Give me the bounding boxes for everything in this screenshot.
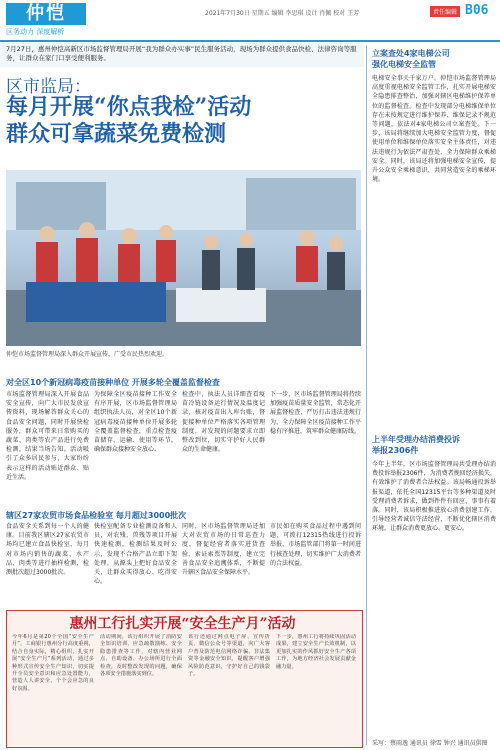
main-headline: 每月开展“你点我检”活动 群众可拿蔬菜免费检测 <box>6 94 252 147</box>
advertorial-column: 今年6月是第20个全国“安全生产月”，工商银行惠州分行高度重视，结合自身实际，精心组织，扎实开展“安全生产月”系列活动，通过多种形式宣传安全生产知识，切实提升全员安全意识和应急处置能力，营造人人讲安全、个个会应急的良好氛围。 <box>12 634 94 692</box>
advertorial-title: 惠州工行扎实开展“安全生产月”活动 <box>69 616 296 632</box>
right-story1-body: 电梯安全事关千家万户。仲恺市场监督管理局高度重视电梯安全监管工作，扎实开展电梯安全隐患排查整治，加强对辖区电梯维护保养单位的监督检查。检查中发现部分电梯维保单位存在未按规定进行维护保养、维保记录不规范等问题，依法对4家电梯公司立案查处。下一步，该局将继续加大电梯安全监管力度，督促使用单位和维保单位落实安全主体责任，对违法违规行为依法严肃查处，全力保障群众乘梯安全。同时，该局还将加强电梯安全宣传，提升公众安全乘梯意识，共同营造安全的乘梯环境。 <box>372 75 496 184</box>
editor-badge: 责任编辑 <box>430 6 460 17</box>
section2-column: 快检室配备专业检测设备和人员，对农残、兽残等项目开展快速检测，检测结果及时公示，发现不合格产品立即下架处理，从源头上把好食品安全关，让群众买得放心、吃得安心。 <box>94 523 177 586</box>
section2-column: 市民如在购买食品过程中遇到问题，可拨打12315热线进行投诉举报，市场监管部门将第一时间进行核查处理，切实维护广大消费者的合法权益。 <box>270 523 361 567</box>
dateline: 2021年7月30日 星期五 编辑 李思琪 设计 肖佩 校对 王芳 <box>205 10 360 17</box>
page-number: B06 <box>465 3 489 18</box>
right-story2-title: 上半年受理办结消费投诉 举报2306件 <box>372 435 460 455</box>
headline-kicker: 区市监局： <box>6 77 91 97</box>
masthead-rule <box>0 40 500 42</box>
section-slogan: 区务动力 深度解析 <box>6 28 65 36</box>
section1-column: 市场监督管理局深入开展食品安全宣传，向广大市民发放宣传资料，现场解答群众关心的食品安全问题，同时开展快检服务，群众可带来日常购买的蔬菜、肉类等农产品进行免费检测，结果当场告知。活动吸引了众多居民参与，大家纷纷表示这样的活动贴近群众、贴近生活。 <box>6 391 89 481</box>
column-divider <box>366 45 367 745</box>
section2-column: 食品安全关系到每一个人的健康。目前我区辖区27家农贸市场均已建立食品快检室，每月对市场内销售的蔬菜、水产品、肉类等进行抽样检测，检测批次超过3000批次。 <box>6 523 89 577</box>
section1-column: 为保障全区疫苗接种工作安全有序开展，区市场监督管理局组织执法人员，对全区10个新冠病毒疫苗接种单位开展多轮全覆盖监督检查，重点检查疫苗储存、运输、使用等环节，确保群众接种安全放心。 <box>94 391 177 454</box>
lead-paragraph: 7月27日，惠州仲恺高新区市场监督管理局开展“我为群众办实事”民生服务活动，现场为群众提供食品快检、法律咨询等服务，让群众在家门口享受便利服务。 <box>6 45 357 62</box>
news-photo <box>6 170 361 346</box>
section2-column: 同时，区市场监督管理局还加大对农贸市场的日常巡查力度，督促经营者落实进货查验、索证索票等制度，建立完善食品安全追溯体系，不断提升辖区食品安全保障水平。 <box>182 523 265 577</box>
byline-footer: 采写：蔡雨逸 通讯员 徐雪 钟兴 通讯员供图 <box>372 740 488 747</box>
section2-title: 辖区27家农贸市场食品检验室 每月超过3000批次 <box>6 511 187 520</box>
right-story1-title: 立案查处4家电梯公司 强化电梯安全监管 <box>372 49 450 69</box>
masthead <box>0 0 500 42</box>
right-story2-body: 今年上半年，区市场监督管理局共受理办结消费投诉举报2306件，为消费者挽回经济损失，有效维护了消费者合法权益。该局畅通投诉举报渠道，依托全国12315平台等多种渠道及时受理消费者诉求，做到件件有回应、事事有着落。同时，该局积极推进放心消费创建工作，引导经营者诚信守法经营，不断优化辖区消费环境，让群众消费更放心、更安心。 <box>372 461 496 533</box>
photo-illustration <box>6 170 361 346</box>
advertorial-column: 该行还通过网点电子屏、宣传折页、微信公众号等渠道，向广大客户普及防范电信网络诈骗、非法集资等金融安全知识，提醒客户增强风险防范意识，守护好自己的钱袋子。 <box>188 634 270 678</box>
advertorial-column: 活动期间，该行组织开展了消防安全知识培训、应急疏散演练、安全隐患排查等工作，对辖内营业网点、自助设备、办公场所进行全面检查，及时整改发现的问题，确保各项安全措施落实到位。 <box>100 634 182 678</box>
section1-column: 检查中，执法人员详细查看疫苗冷链设备运行情况及温度记录，核对疫苗出入库台账，督促接种单位严格落实各项管理制度，对发现的问题要求立即整改到位，切实守护好人民群众的生命健康。 <box>182 391 265 454</box>
newspaper-logo: 仲恺 <box>6 3 86 25</box>
advertorial-column: 下一步，惠州工行将持续巩固活动成果，建立安全生产长效机制，以更加扎实的作风抓好安全生产各项工作，为地方经济社会发展贡献金融力量。 <box>276 634 356 670</box>
section1-column: 下一步，区市场监督管理局将持续加强疫苗质量安全监管，常态化开展监督检查，严厉打击违法违规行为，全力保障全区疫苗接种工作平稳有序推进，筑牢群众健康防线。 <box>270 391 361 435</box>
photo-caption: 仲恺市场监督管理局深入群众开展宣传，广受市民热烈欢迎。 <box>6 351 169 358</box>
section1-title: 对全区10个新冠病毒疫苗接种单位 开展多轮全覆盖监督检查 <box>6 378 220 387</box>
